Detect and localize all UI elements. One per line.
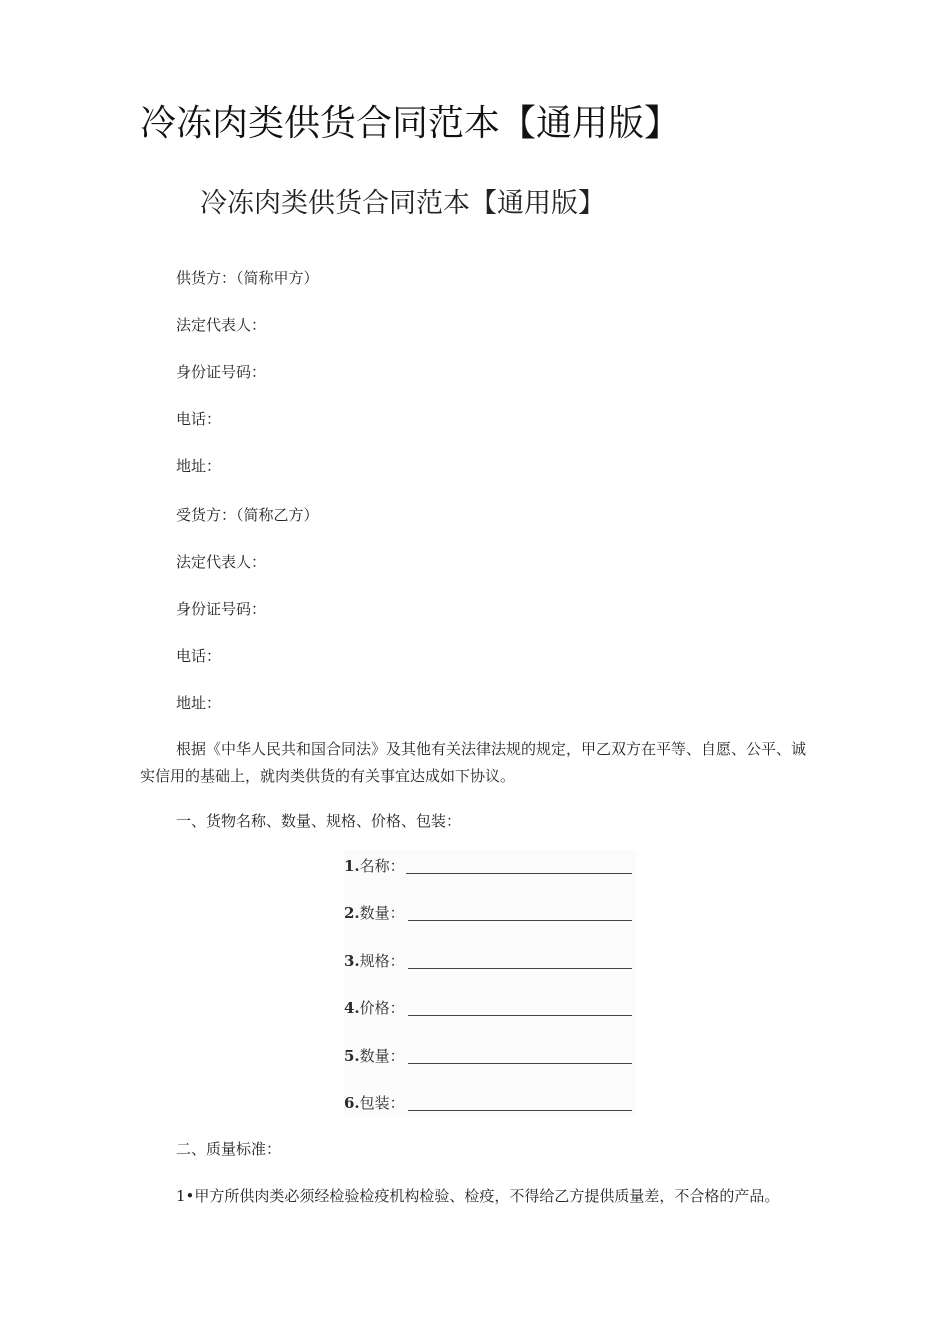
goods-field-packaging: [344, 1091, 636, 1115]
goods-field-label: 数量：: [359, 904, 405, 922]
party-a-legal-rep: 法定代表人：: [176, 316, 267, 334]
section1-heading: 一、货物名称、数量、规格、价格、包装：: [176, 812, 462, 830]
section2-heading: 二、质量标准：: [176, 1140, 282, 1158]
party-b-phone: 电话：: [176, 647, 222, 665]
goods-field-quantity-2: [344, 1044, 636, 1068]
party-b-address: 地址：: [176, 694, 222, 712]
document-subtitle: 冷冻肉类供货合同范本【通用版】: [200, 188, 605, 219]
document-title: 冷冻肉类供货合同范本【通用版】: [140, 103, 681, 144]
party-a-phone: 电话：: [176, 410, 222, 428]
goods-field-name: [344, 854, 636, 878]
blank-line: [408, 968, 632, 969]
goods-field-label: 价格：: [359, 999, 405, 1017]
goods-field-spec: [344, 949, 636, 973]
goods-field-label: 规格：: [359, 952, 405, 970]
goods-field-label: 数量：: [359, 1047, 405, 1065]
party-a-id-number: 身份证号码：: [176, 363, 267, 381]
blank-line: [408, 920, 632, 921]
party-a-label: 供货方：（简称甲方）: [176, 269, 319, 287]
party-a-address: 地址：: [176, 457, 222, 475]
goods-field-number: 5.: [344, 1047, 360, 1065]
goods-field-number: 3.: [344, 952, 360, 970]
goods-form-image: [344, 850, 636, 1115]
party-b-legal-rep: 法定代表人：: [176, 553, 267, 571]
preamble-paragraph: 根据《中华人民共和国合同法》及其他有关法律法规的规定，甲乙双方在平等、自愿、公平、诚实信用的基础上，就肉类供货的有关事宜达成如下协议。: [140, 740, 807, 785]
section2-item-1: 1•甲方所供肉类必须经检验检疫机构检验、检疫，不得给乙方提供质量差，不合格的产品。: [176, 1187, 780, 1205]
party-b-label: 受货方：（简称乙方）: [176, 506, 319, 524]
party-b-id-number: 身份证号码：: [176, 600, 267, 618]
blank-line: [408, 1110, 632, 1111]
goods-field-label: 名称：: [359, 857, 405, 875]
blank-line: [406, 873, 632, 874]
goods-field-number: 1.: [344, 857, 360, 875]
blank-line: [408, 1063, 632, 1064]
goods-field-quantity: [344, 901, 636, 925]
goods-field-number: 6.: [344, 1094, 360, 1112]
blank-line: [408, 1015, 632, 1016]
goods-field-number: 2.: [344, 904, 360, 922]
goods-field-number: 4.: [344, 999, 360, 1017]
goods-field-price: [344, 996, 636, 1020]
goods-field-label: 包装：: [359, 1094, 405, 1112]
